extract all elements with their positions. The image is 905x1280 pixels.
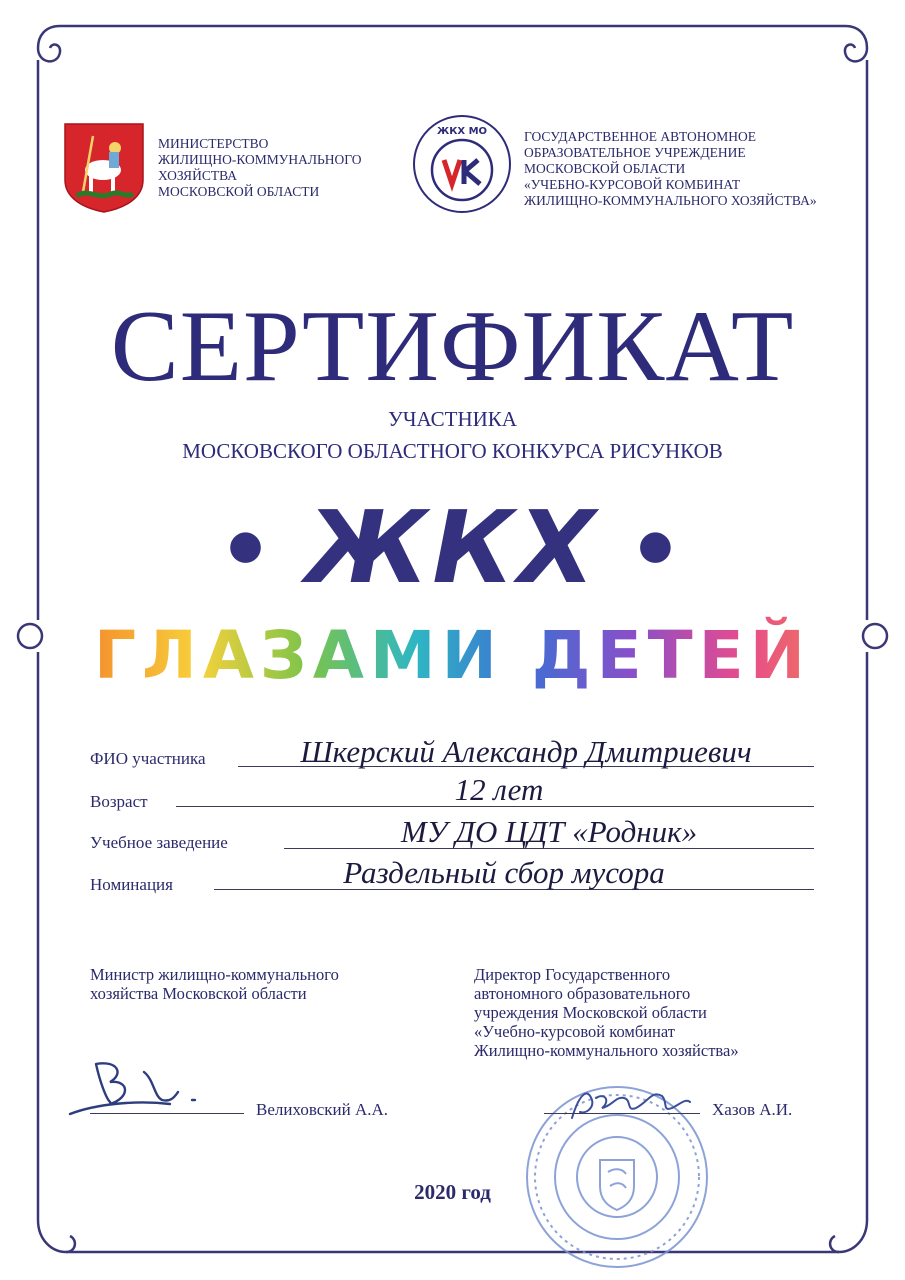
right-signatory-title: Директор Государственного автономного образовательного учреждения Московской области «Учебно-курсовой комбинат Жилищно-коммунального хозяйства» (474, 965, 739, 1060)
ministry-name: МИНИСТЕРСТВО ЖИЛИЩНО-КОММУНАЛЬНОГО ХОЗЯЙСТВА МОСКОВСКОЙ ОБЛАСТИ (158, 136, 362, 199)
field-label-name: ФИО участника (90, 749, 206, 768)
field-value-name: Шкерский Александр Дмитриевич (300, 734, 752, 769)
bullet-icon: ● (637, 521, 677, 568)
left-handwritten-signature (66, 1052, 216, 1132)
ukk-logo-icon (410, 112, 514, 216)
certificate-subtitle-participant: УЧАСТНИКА (388, 407, 517, 431)
left-signatory-name: Велиховский А.А. (256, 1100, 389, 1119)
right-handwritten-signature (566, 1078, 696, 1128)
organization-name: ГОСУДАРСТВЕННОЕ АВТОНОМНОЕ ОБРАЗОВАТЕЛЬНОЕ УЧРЕЖДЕНИЕ МОСКОВСКОЙ ОБЛАСТИ «УЧЕБНО-КУРСОВОЙ КОМБИНАТ ЖИЛИЩНО-КОММУНАЛЬНОГО ХОЗЯЙСТВА» (524, 129, 817, 208)
field-label-age: Возраст (90, 792, 148, 811)
certificate-title: СЕРТИФИКАТ (110, 290, 795, 403)
bullet-icon: ● (228, 521, 268, 568)
right-signatory-name: Хазов А.И. (712, 1100, 793, 1119)
field-value-school: МУ ДО ЦДТ «Родник» (400, 814, 698, 849)
field-label-school: Учебное заведение (90, 833, 228, 852)
right-signature-line (544, 1113, 700, 1114)
left-signatory-title: Министр жилищно-коммунального хозяйства Московской области (90, 965, 339, 1003)
field-value-nomination: Раздельный сбор мусора (343, 855, 665, 890)
certificate-subtitle-contest: МОСКОВСКОГО ОБЛАСТНОГО КОНКУРСА РИСУНКОВ (182, 439, 723, 463)
field-value-age: 12 лет (454, 772, 544, 807)
left-signature-line (90, 1113, 244, 1114)
certificate-year: 2020 год (414, 1180, 491, 1204)
contest-logo-jkh: ● ЖКХ ● (228, 489, 677, 606)
moscow-region-coat-of-arms-icon (63, 122, 145, 214)
field-label-nomination: Номинация (90, 875, 173, 894)
svg-text:ЖКХ МО: ЖКХ МО (436, 126, 488, 137)
contest-logo-children-eyes: ГЛАЗАМИ ДЕТЕЙ (0, 611, 905, 701)
